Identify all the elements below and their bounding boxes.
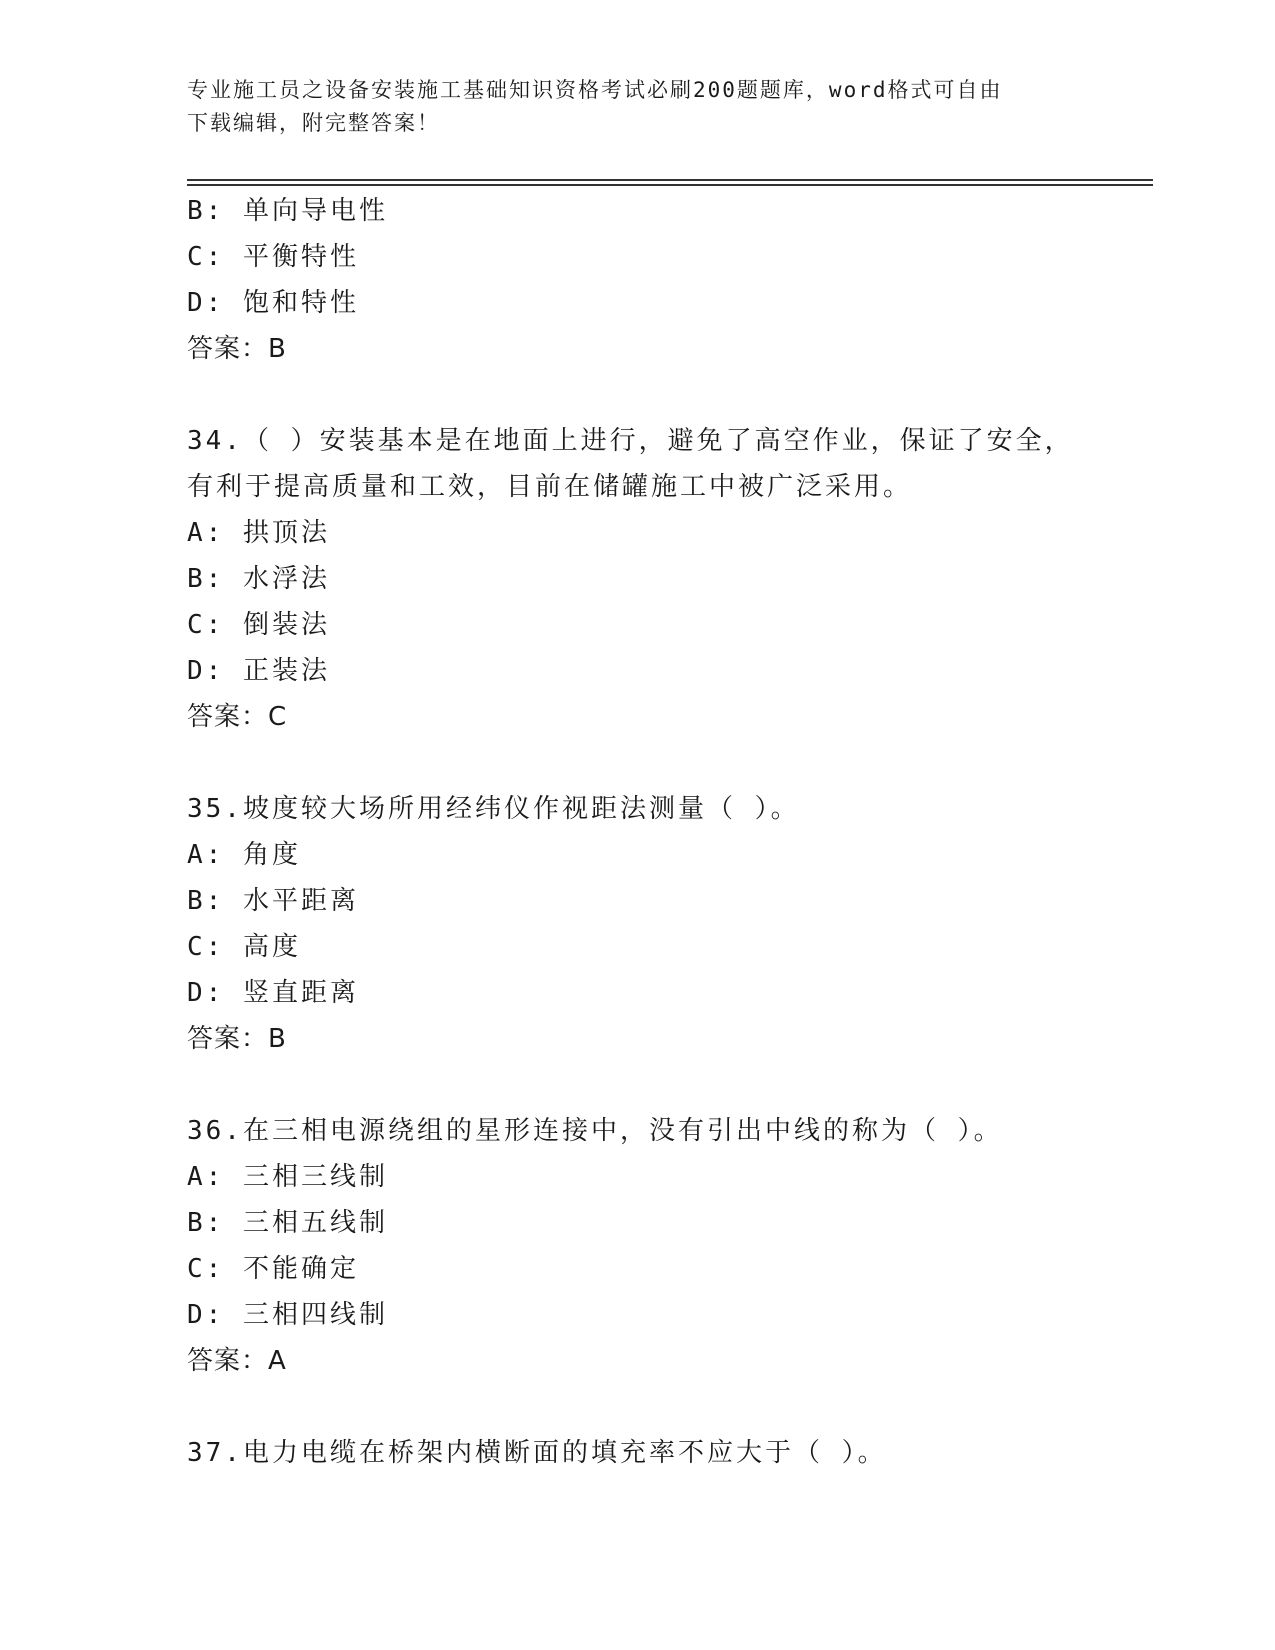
question-list <box>187 188 1153 1476</box>
option-d: D: 三相四线制 <box>187 1300 388 1330</box>
option-c: C: 不能确定 <box>187 1254 359 1284</box>
option-d: D: 饱和特性 <box>187 288 359 318</box>
option-c: C: 平衡特性 <box>187 242 359 272</box>
answer: 答案：C <box>187 702 288 732</box>
option-a: A: 拱顶法 <box>187 518 330 548</box>
question-stem: 35.坡度较大场所用经纬仪作视距法测量（ ）。 <box>187 794 800 824</box>
header-divider-bottom <box>187 184 1153 186</box>
answer: 答案：B <box>187 1024 287 1054</box>
option-b: B: 三相五线制 <box>187 1208 388 1238</box>
header-title-line-2: 下载编辑，附完整答案！ <box>187 111 440 135</box>
option-a: A: 角度 <box>187 840 301 870</box>
option-b: B: 水浮法 <box>187 564 330 594</box>
option-d: D: 竖直距离 <box>187 978 359 1008</box>
question-stem-line-1: 34.（ ）安装基本是在地面上进行，避免了高空作业，保证了安全， <box>187 426 1074 456</box>
answer: 答案：B <box>187 334 287 364</box>
question-stem-line-2: 有利于提高质量和工效，目前在储罐施工中被广泛采用。 <box>187 472 913 502</box>
header-divider-top <box>187 179 1153 181</box>
question-37 <box>187 1430 1153 1476</box>
spacer <box>187 372 1153 418</box>
option-b: B: 单向导电性 <box>187 196 388 226</box>
spacer <box>187 1062 1153 1108</box>
question-stem: 36.在三相电源绕组的星形连接中，没有引出中线的称为（ ）。 <box>187 1116 1003 1146</box>
option-a: A: 三相三线制 <box>187 1162 388 1192</box>
spacer <box>187 740 1153 786</box>
question-35 <box>187 786 1153 1062</box>
question-36 <box>187 1108 1153 1384</box>
header-title-line-1: 专业施工员之设备安装施工基础知识资格考试必刷200题题库，word格式可自由 <box>187 78 1003 102</box>
answer: 答案：A <box>187 1346 287 1376</box>
option-d: D: 正装法 <box>187 656 330 686</box>
question-33-continued <box>187 188 1153 372</box>
question-34 <box>187 418 1153 740</box>
page-header <box>187 74 1087 140</box>
spacer <box>187 1384 1153 1430</box>
option-c: C: 高度 <box>187 932 301 962</box>
option-b: B: 水平距离 <box>187 886 359 916</box>
question-stem: 37.电力电缆在桥架内横断面的填充率不应大于（ ）。 <box>187 1438 887 1468</box>
option-c: C: 倒装法 <box>187 610 330 640</box>
